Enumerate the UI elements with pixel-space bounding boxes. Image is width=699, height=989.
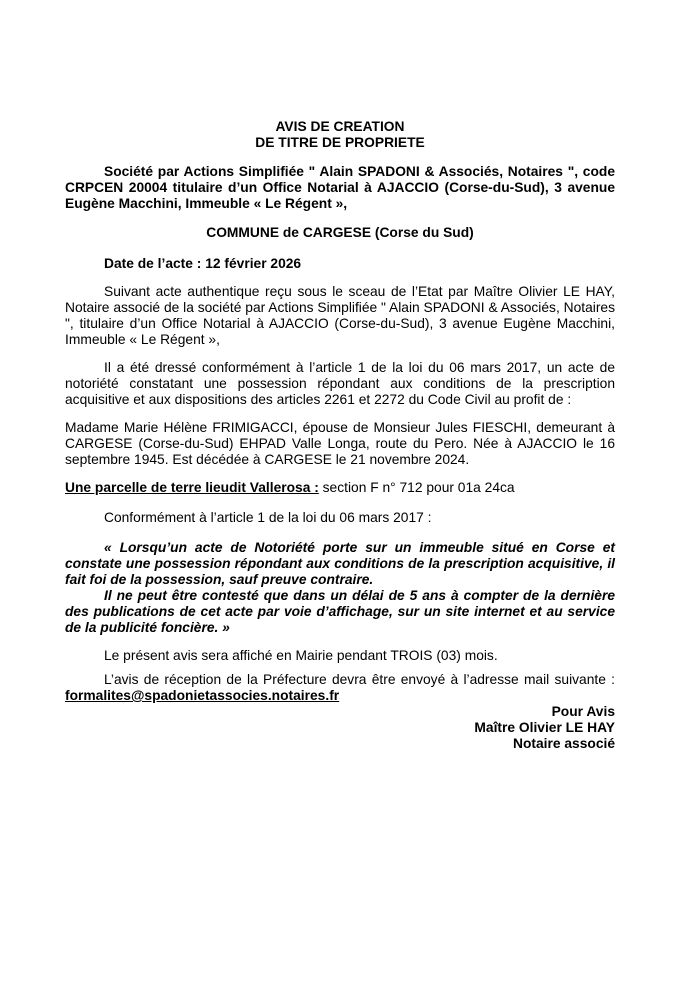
paragraph-citation-1: « Lorsqu’un acte de Notoriété porte sur un immeuble situé en Corse et constate une possession répondant aux conditions de la prescription acquisitive, il fait foi de la possession, sauf preuve contraire. (65, 540, 615, 587)
paragraph-commune: COMMUNE de CARGESE (Corse du Sud) (206, 225, 474, 240)
parcelle-detail: section F n° 712 pour 01a 24ca (318, 480, 515, 495)
signature-notaire-name: Maître Olivier LE HAY (474, 720, 615, 735)
title-line-2: DE TITRE DE PROPRIETE (255, 135, 425, 150)
paragraph-beneficiaire: Madame Marie Hélène FRIMIGACCI, épouse de Monsieur Jules FIESCHI, demeurant à CARGESE (Corse-du-Sud) EHPAD Valle Longa, route du Pero. Née à AJACCIO le 16 septembre 1945. Est décédée à CARGESE le 21 novembre 2024. (65, 420, 615, 467)
paragraph-suivant-acte: Suivant acte authentique reçu sous le sceau de l’Etat par Maître Olivier LE HAY, Notaire associé de la société par Actions Simplifiée " Alain SPADONI & Associés, Notaires ", titulaire d’un Office Notarial à AJACCIO (Corse-du-Sud), 3 avenue Eugène Macchini, Immeuble « Le Régent », (65, 284, 615, 347)
paragraph-date-acte: Date de l’acte : 12 février 2026 (104, 256, 302, 271)
parcelle-label: Une parcelle de terre lieudit Vallerosa : (65, 480, 319, 495)
document-title (65, 119, 615, 151)
paragraph-citation-2: Il ne peut être contesté que dans un délai de 5 ans à compter de la dernière des publications de cet acte par voie d’affichage, sur un site internet et au service de la publicité foncière. » (65, 588, 615, 635)
email-address: formalites@spadonietassocies.notaires.fr (65, 688, 340, 703)
paragraph-acte-dresse: Il a été dressé conformément à l’article 1 de la loi du 06 mars 2017, un acte de notoriété constatant une possession répondant aux conditions de la prescription acquisitive et aux dispositions des articles 2261 et 2272 du Code Civil au profit de : (65, 360, 615, 407)
paragraph-societe: Société par Actions Simplifiée " Alain SPADONI & Associés, Notaires ", code CRPCEN 20004 titulaire d’un Office Notarial à AJACCIO (Corse-du-Sud), 3 avenue Eugène Macchini, Immeuble « Le Régent », (65, 164, 615, 211)
paragraph-reception: L’avis de réception de la Préfecture devra être envoyé à l’adresse mail suivante : (104, 672, 615, 687)
signature-block (65, 704, 615, 752)
paragraph-parcelle (65, 480, 615, 496)
signature-pour-avis: Pour Avis (551, 704, 615, 719)
title-line-1: AVIS DE CREATION (275, 119, 405, 134)
signature-notaire-title: Notaire associé (513, 736, 615, 751)
paragraph-conformement: Conformément à l’article 1 de la loi du 06 mars 2017 : (104, 510, 432, 525)
paragraph-affichage: Le présent avis sera affiché en Mairie pendant TROIS (03) mois. (104, 648, 498, 663)
